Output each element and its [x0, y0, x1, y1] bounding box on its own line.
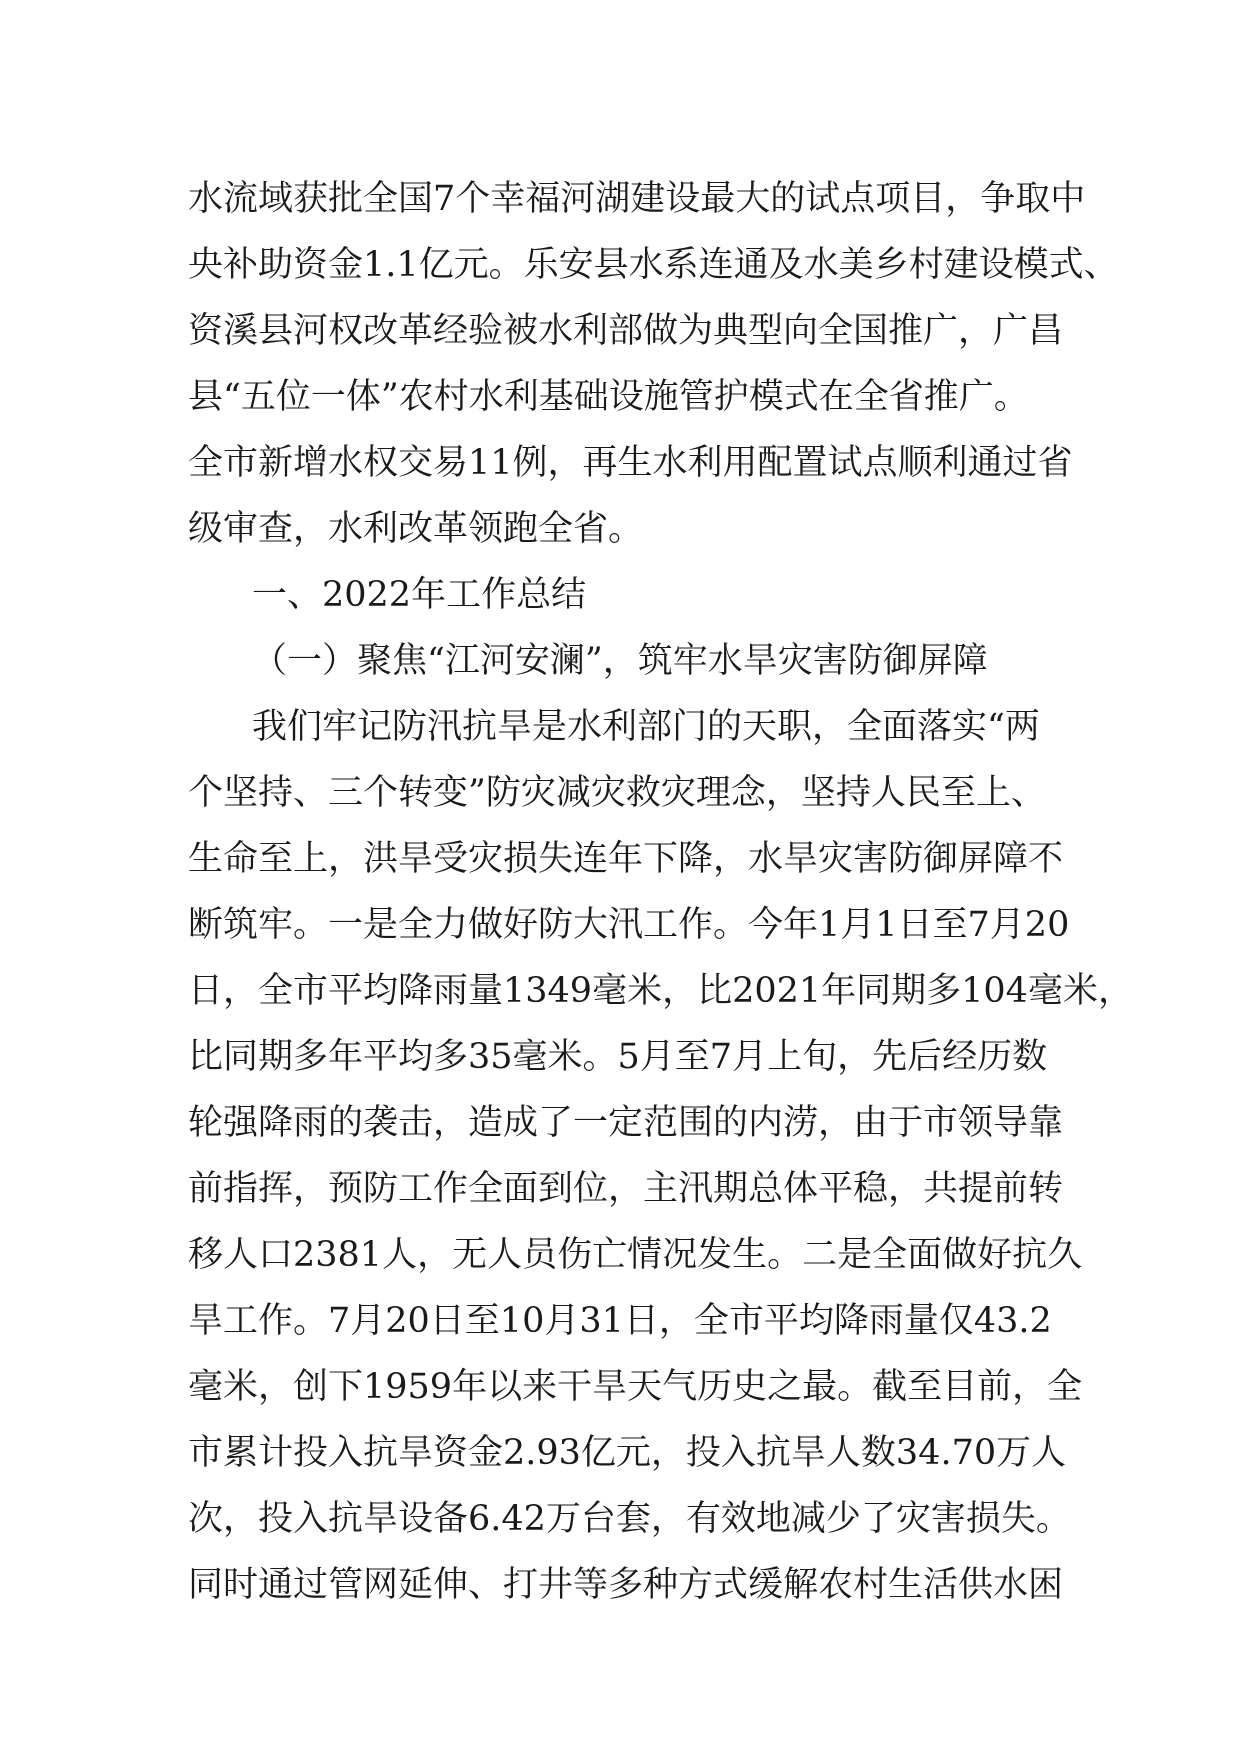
- paragraph-line: 资溪县河权改革经验被水利部做为典型向全国推广，广昌: [188, 311, 1064, 351]
- paragraph-line: 县“五位一体”农村水利基础设施管护模式在全省推广。: [188, 377, 1029, 417]
- paragraph-line: 次，投入抗旱设备6.42万台套，有效地减少了灾害损失。: [188, 1499, 1071, 1539]
- document-body: [188, 166, 1133, 1618]
- paragraph-line: 比同期多年平均多35毫米。5月至7月上旬，先后经历数: [188, 1037, 1048, 1077]
- paragraph-line: 同时通过管网延伸、打井等多种方式缓解农村生活供水困: [188, 1565, 1064, 1605]
- paragraph-line: 移人口2381人，无人员伤亡情况发生。二是全面做好抗久: [188, 1235, 1083, 1275]
- paragraph-line: 日，全市平均降雨量1349毫米，比2021年同期多104毫米，: [188, 971, 1133, 1011]
- paragraph-line: 旱工作。7月20日至10月31日，全市平均降雨量仅43.2: [188, 1301, 1052, 1341]
- paragraph-line: 毫米，创下1959年以来干旱天气历史之最。截至目前，全: [188, 1367, 1083, 1407]
- paragraph-line: 个坚持、三个转变”防灾减灾救灾理念，坚持人民至上、: [188, 773, 1046, 813]
- paragraph-line: 央补助资金1.1亿元。乐安县水系连通及水美乡村建设模式、: [188, 245, 1119, 285]
- paragraph-line: 前指挥，预防工作全面到位，主汛期总体平稳，共提前转: [188, 1169, 1064, 1209]
- section-heading: 一、2022年工作总结: [252, 575, 587, 615]
- paragraph-line: 轮强降雨的袭击，造成了一定范围的内涝，由于市领导靠: [188, 1103, 1064, 1143]
- sub-heading: （一）聚焦“江河安澜”，筑牢水旱灾害防御屏障: [252, 641, 988, 681]
- paragraph-line: 级审查，水利改革领跑全省。: [188, 509, 644, 549]
- paragraph-line: 我们牢记防汛抗旱是水利部门的天职，全面落实“两: [252, 707, 1040, 747]
- paragraph-line: 全市新增水权交易11例，再生水利用配置试点顺利通过省: [188, 443, 1073, 483]
- paragraph-line: 生命至上，洪旱受灾损失连年下降，水旱灾害防御屏障不: [188, 839, 1064, 879]
- paragraph-line: 水流域获批全国7个幸福河湖建设最大的试点项目，争取中: [188, 179, 1086, 219]
- paragraph-line: 断筑牢。一是全力做好防大汛工作。今年1月1日至7月20: [188, 905, 1070, 945]
- paragraph-line: 市累计投入抗旱资金2.93亿元，投入抗旱人数34.70万人: [188, 1433, 1067, 1473]
